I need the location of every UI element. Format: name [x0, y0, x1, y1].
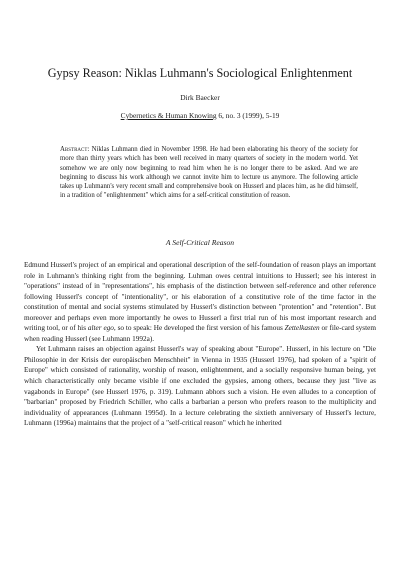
paper-title: Gypsy Reason: Niklas Luhmann's Sociological Enlightenment	[47, 66, 353, 80]
body-text	[24, 260, 376, 429]
section-heading: A Self-Critical Reason	[165, 238, 235, 247]
paragraph-1-part-1: Edmund Husserl's project of an empirical and operational description of the self-foundation of reason plays an important role in Luhmann's thinking right from the beginning. Luhman owes central intuitions to Husserl; see his interest in "operations" instead of in "representations", his emphasis of the distinction between self-reference and other reference following Husserl's concept of "intentionality", or his elaboration of a constitutive role of the time factor in the constitution of mental and social systems stimulated by Husserl's distinction between "protention" and "retention". But moreover and perhaps even more importantly he owes to Husserl a first trial run of his most important research and writing tool, or of his	[24, 261, 376, 333]
paragraph-1-emphasis-zettelkasten: Zettelkasten	[284, 324, 320, 333]
paragraph-1-emphasis-alter-ego: alter ego	[87, 324, 114, 333]
paragraph-1-part-2: , so to speak: He developed the first version of his famous	[113, 324, 285, 333]
paragraph-2: Yet Luhmann raises an objection against Husserl's way of speaking about "Europe". Husserl, in his lecture on "Die Philosophie in der Krisis der europäischen Menschheit" in Vienna in 1935 (Husserl 1976), had spoken of a "spirit of Europe" which consisted of rationality, worship of reason, enlightenment, and a socially responsive human being, yet which characteristically only became visible if one excluded the gypsies, among others, because they just "live as vagabonds in Europe" (see Husserl 1976, p. 319). Luhmann abhors such a vision. He even alludes to a conception of "barbarian" proposed by Friedrich Schiller, who calls a barbarian a person who prefers reason to the multiplicity and individuality of appearances (Luhmann 1995d). In a lecture celebrating the sixtieth anniversary of Husserl's lecture, Luhmann (1996a) maintains that the project of a "self-critical reason" which he inherited	[24, 345, 376, 428]
abstract	[60, 145, 358, 201]
citation-details: 6, no. 3 (1999), 5-19	[216, 111, 280, 120]
author-name: Dirk Baecker	[180, 93, 220, 102]
abstract-text: Niklas Luhmann died in November 1998. He had been elaborating his theory of the society for more than thirty years which has been well received in many quarters of society in the modern world. Yet somehow we are only now beginning to read him when he is no longer there to be asked. And we are beginning to discuss his work although we cannot invite him to lecture us anymore. The following article takes up Luhmann's very recent small and comprehensive book on Husserl and places him, as he did himself, in a tradition of "enlightenment" which aims for a self-critical constitution of reason.	[60, 146, 358, 200]
citation-line	[0, 111, 400, 121]
paragraph-1-part-3: or file-card system when reading Husserl (see Luhmann 1992a).	[24, 324, 376, 343]
abstract-label: Abstract:	[60, 146, 90, 153]
paragraph-1	[24, 260, 376, 344]
journal-link[interactable]: Cybernetics & Human Knowing	[120, 111, 217, 120]
